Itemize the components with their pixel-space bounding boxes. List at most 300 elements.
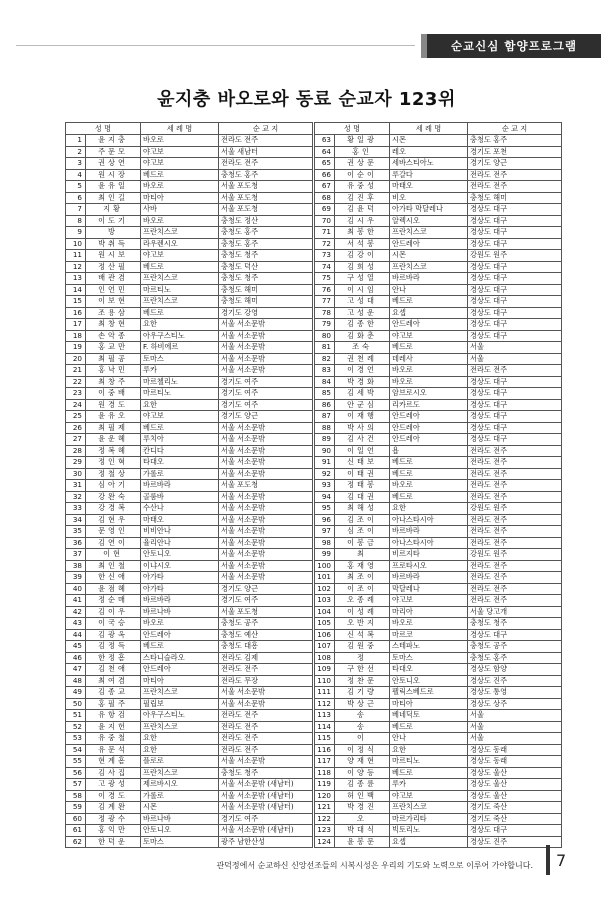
martyrdom-place: 서울 서소문밖 [219, 756, 313, 768]
row-number: 27 [66, 434, 86, 446]
martyrdom-place: 경상도 대구 [468, 376, 562, 388]
martyrdom-place: 전라도 전주 [468, 491, 562, 503]
table-row [66, 767, 313, 779]
martyrdom-place: 전라도 전주 [219, 158, 313, 170]
martyrdom-place: 서울 서소문밖 [219, 342, 313, 354]
martyr-name: 윤지헌 [86, 721, 141, 733]
table-row [66, 641, 313, 653]
row-number: 116 [315, 744, 335, 756]
table-row [315, 319, 562, 331]
row-number: 124 [315, 836, 335, 848]
martyr-name: 조용삼 [86, 307, 141, 319]
header-name: 성 명 [66, 123, 141, 135]
martyr-name: 김종륜 [335, 779, 390, 791]
martyrdom-place: 경상도 대구 [468, 284, 562, 296]
martyrdom-place: 경상도 함양 [468, 664, 562, 676]
martyrdom-place: 충청도 정산 [219, 215, 313, 227]
martyr-name: 고성대 [335, 296, 390, 308]
baptismal-name: 야고보 [141, 146, 219, 158]
row-number: 105 [315, 618, 335, 630]
baptismal-name: 베드로 [141, 422, 219, 434]
row-number: 96 [315, 514, 335, 526]
table-row [315, 744, 562, 756]
martyr-name: 황일광 [335, 135, 390, 147]
martyr-name: 이조이 [335, 583, 390, 595]
row-number: 100 [315, 560, 335, 572]
martyrdom-place: 전라도 전주 [468, 480, 562, 492]
baptismal-name: 베드로 [141, 169, 219, 181]
martyr-name: 김광옥 [86, 629, 141, 641]
table-row [315, 629, 562, 641]
row-number: 78 [315, 307, 335, 319]
martyr-name: 정찬문 [335, 675, 390, 687]
martyr-name: 정태봉 [335, 480, 390, 492]
row-number: 118 [315, 767, 335, 779]
martyrdom-place: 경기도 양근 [219, 411, 313, 423]
row-number: 22 [66, 376, 86, 388]
table-row [66, 330, 313, 342]
row-number: 98 [315, 537, 335, 549]
martyr-name: 안군심 [335, 399, 390, 411]
baptismal-name: 바르바라 [141, 480, 219, 492]
row-number: 88 [315, 422, 335, 434]
martyrdom-place: 경기도 양근 [219, 583, 313, 595]
martyrdom-place: 서울 서소문밖 [219, 365, 313, 377]
table-row [66, 445, 313, 457]
martyrdom-place: 서울 서소문밖 [219, 526, 313, 538]
martyrdom-place: 서울 새남터 [219, 146, 313, 158]
martyrdom-place: 경상도 대구 [468, 204, 562, 216]
table-row [315, 813, 562, 825]
martyrdom-place: 경기도 포천 [468, 146, 562, 158]
martyr-name: 권상연 [86, 158, 141, 170]
martyrdom-place: 충청도 해미 [219, 284, 313, 296]
martyr-name: 이시임 [335, 284, 390, 296]
table-row [66, 652, 313, 664]
baptismal-name: 마태오 [141, 514, 219, 526]
baptismal-name: 플로로 [141, 756, 219, 768]
baptismal-name: 아우구스티노 [141, 330, 219, 342]
martyr-name: 박경진 [335, 802, 390, 814]
table-row [315, 296, 562, 308]
row-number: 90 [315, 445, 335, 457]
baptismal-name: 요한 [390, 744, 468, 756]
row-number: 2 [66, 146, 86, 158]
baptismal-name: 마르티노 [390, 756, 468, 768]
martyrdom-place: 경기도 양근 [468, 158, 562, 170]
row-number: 60 [66, 813, 86, 825]
martyrdom-place: 경기도 여주 [219, 813, 313, 825]
martyr-name: 송 [335, 710, 390, 722]
martyr-name: 오종례 [335, 595, 390, 607]
martyrdom-place: 경기도 죽산 [468, 813, 562, 825]
row-number: 77 [315, 296, 335, 308]
table-row [66, 595, 313, 607]
baptismal-name: 아우구스티노 [141, 710, 219, 722]
row-number: 62 [66, 836, 86, 848]
baptismal-name: 루카 [390, 779, 468, 791]
martyrdom-place: 서울 서소문밖 [219, 330, 313, 342]
baptismal-name: 바르나바 [141, 813, 219, 825]
baptismal-name: 바오로 [390, 376, 468, 388]
table-row [315, 307, 562, 319]
martyrdom-place: 서울 서소문밖 (새남터) [219, 790, 313, 802]
martyr-name: 홍낙민 [86, 365, 141, 377]
row-number: 15 [66, 296, 86, 308]
table-row [315, 710, 562, 722]
table-header-row [66, 123, 313, 135]
table-row [66, 721, 313, 733]
table-row [66, 560, 313, 572]
baptismal-name: 요셉 [390, 307, 468, 319]
martyrdom-place: 경상도 대구 [468, 319, 562, 331]
table-row [315, 445, 562, 457]
martyr-name: 최봉한 [335, 227, 390, 239]
martyr-name: 강경복 [86, 503, 141, 515]
row-number: 72 [315, 238, 335, 250]
martyrdom-place: 충청도 홍주 [219, 169, 313, 181]
row-number: 40 [66, 583, 86, 595]
table-row [66, 296, 313, 308]
table-row [315, 641, 562, 653]
martyr-name: 이보현 [86, 296, 141, 308]
martyr-name: 이도기 [86, 215, 141, 227]
table-row [66, 744, 313, 756]
martyrdom-place: 서울 서소문밖 [219, 549, 313, 561]
table-row [315, 698, 562, 710]
martyrdom-place: 서울 포도청 [219, 192, 313, 204]
baptismal-name: 바르나바 [141, 606, 219, 618]
baptismal-name: 베드로 [390, 342, 468, 354]
martyrdom-place: 전라도 전주 [219, 135, 313, 147]
martyrdom-place: 경기도 여주 [219, 388, 313, 400]
row-number: 75 [315, 273, 335, 285]
martyr-name: 홍재영 [335, 560, 390, 572]
table-row [66, 284, 313, 296]
martyr-name: 김이우 [86, 606, 141, 618]
table-row [66, 733, 313, 745]
row-number: 16 [66, 307, 86, 319]
martyrdom-place: 광주 남한산성 [219, 836, 313, 848]
baptismal-name: 아나스타시아 [390, 537, 468, 549]
baptismal-name: 야고보 [390, 595, 468, 607]
baptismal-name: 마르가리타 [390, 813, 468, 825]
martyrdom-place: 서울 서소문밖 [219, 468, 313, 480]
martyr-name: 한정흠 [86, 652, 141, 664]
martyrdom-place: 충청도 공주 [219, 618, 313, 630]
table-row [315, 526, 562, 538]
row-number: 71 [315, 227, 335, 239]
martyrdom-place: 서울 서소문밖 [219, 434, 313, 446]
table-row [66, 802, 313, 814]
row-number: 58 [66, 790, 86, 802]
row-number: 111 [315, 687, 335, 699]
martyrdom-place: 충청도 홍주 [468, 135, 562, 147]
table-row [66, 158, 313, 170]
row-number: 21 [66, 365, 86, 377]
baptismal-name: 바오로 [390, 480, 468, 492]
table-row [315, 756, 562, 768]
table-row [315, 733, 562, 745]
martyr-name: 박대식 [335, 825, 390, 837]
baptismal-name: 라우렌시오 [141, 238, 219, 250]
row-number: 37 [66, 549, 86, 561]
martyr-name: 정철상 [86, 468, 141, 480]
baptismal-name: 안토니오 [141, 825, 219, 837]
martyr-name: 원시장 [86, 169, 141, 181]
baptismal-name: 막달레나 [390, 583, 468, 595]
table-row [315, 342, 562, 354]
table-row [66, 813, 313, 825]
martyr-name: 현계흠 [86, 756, 141, 768]
martyr-name: 김세박 [335, 388, 390, 400]
martyr-name: 김시우 [335, 215, 390, 227]
row-number: 30 [66, 468, 86, 480]
martyr-name: 오 [335, 813, 390, 825]
martyrdom-place: 전라도 전주 [468, 560, 562, 572]
row-number: 20 [66, 353, 86, 365]
table-row [315, 353, 562, 365]
baptismal-name: 안드레아 [141, 629, 219, 641]
header-martyrdom-place: 순 교 지 [468, 123, 562, 135]
martyrdom-place: 전라도 전주 [219, 733, 313, 745]
table-row [66, 342, 313, 354]
baptismal-name: 바오로 [141, 181, 219, 193]
row-number: 66 [315, 169, 335, 181]
martyrdom-place: 경상도 울산 [468, 767, 562, 779]
martyr-name: 권상문 [335, 158, 390, 170]
row-number: 67 [315, 181, 335, 193]
martyr-name: 김윤덕 [335, 204, 390, 216]
table-row [315, 687, 562, 699]
table-row [315, 652, 562, 664]
baptismal-name: 바오로 [141, 618, 219, 630]
baptismal-name: 사바 [141, 204, 219, 216]
row-number: 94 [315, 491, 335, 503]
baptismal-name: 욥 [390, 445, 468, 457]
table-row [66, 491, 313, 503]
baptismal-name: 칸디다 [141, 445, 219, 457]
table-row [66, 353, 313, 365]
row-number: 123 [315, 825, 335, 837]
row-number: 46 [66, 652, 86, 664]
martyr-table-right [314, 122, 561, 848]
table-row [315, 250, 562, 262]
row-number: 26 [66, 422, 86, 434]
martyr-name: 김종교 [86, 687, 141, 699]
table-row [66, 388, 313, 400]
row-number: 28 [66, 445, 86, 457]
martyrdom-place: 충청도 해미 [219, 296, 313, 308]
table-row [66, 549, 313, 561]
baptismal-name: 루치아 [141, 434, 219, 446]
martyr-name: 이중배 [86, 388, 141, 400]
baptismal-name: F. 하비에르 [141, 342, 219, 354]
martyrdom-place: 경상도 동래 [468, 744, 562, 756]
martyr-name: 원시보 [86, 250, 141, 262]
table-row [315, 135, 562, 147]
table-row [315, 273, 562, 285]
row-number: 23 [66, 388, 86, 400]
martyrdom-place: 서울 서소문밖 (새남터) [219, 802, 313, 814]
baptismal-name: 안드레아 [390, 422, 468, 434]
martyr-name: 이성례 [335, 606, 390, 618]
table-row [66, 606, 313, 618]
baptismal-name: 토마스 [141, 353, 219, 365]
row-number: 19 [66, 342, 86, 354]
martyrdom-place: 충청도 청주 [219, 767, 313, 779]
martyr-name: 이재행 [335, 411, 390, 423]
table-row [66, 480, 313, 492]
martyr-name: 김희성 [335, 261, 390, 273]
row-number: 99 [315, 549, 335, 561]
martyrdom-place: 강원도 원주 [468, 250, 562, 262]
table-row [315, 537, 562, 549]
baptismal-name: 제르바시오 [141, 779, 219, 791]
table-row [315, 261, 562, 273]
footer-divider [546, 845, 550, 875]
martyrdom-place: 경상도 대구 [468, 307, 562, 319]
row-number: 42 [66, 606, 86, 618]
martyr-name: 심아기 [86, 480, 141, 492]
table-row [315, 434, 562, 446]
table-row [66, 698, 313, 710]
martyrdom-place: 전라도 전주 [219, 744, 313, 756]
martyr-name: 구성열 [335, 273, 390, 285]
baptismal-name: 프란치스코 [141, 227, 219, 239]
baptismal-name: 마태오 [390, 181, 468, 193]
martyrdom-place: 경상도 대구 [468, 273, 562, 285]
martyrdom-place: 전라도 무장 [219, 675, 313, 687]
martyrdom-place: 충청도 홍주 [219, 227, 313, 239]
martyr-name: 주문모 [86, 146, 141, 158]
table-row [66, 468, 313, 480]
row-number: 3 [66, 158, 86, 170]
baptismal-name: 바르바라 [390, 526, 468, 538]
baptismal-name: 암브로시오 [390, 388, 468, 400]
martyr-name: 배관겸 [86, 273, 141, 285]
table-row [315, 169, 562, 181]
martyr-name: 신태보 [335, 457, 390, 469]
baptismal-name: 안드레아 [390, 319, 468, 331]
baptismal-name: 필립보 [141, 698, 219, 710]
row-number: 91 [315, 457, 335, 469]
baptismal-name: 아가타 막달레나 [390, 204, 468, 216]
table-row [66, 227, 313, 239]
martyr-name: 박경화 [335, 376, 390, 388]
martyrdom-place: 서울 서소문밖 [219, 514, 313, 526]
martyr-name: 김강이 [335, 250, 390, 262]
row-number: 115 [315, 733, 335, 745]
table-row [66, 365, 313, 377]
martyr-name: 최필제 [86, 422, 141, 434]
baptismal-name: 프란치스코 [141, 296, 219, 308]
table-header-row [315, 123, 562, 135]
row-number: 110 [315, 675, 335, 687]
table-row [66, 215, 313, 227]
header-martyrdom-place: 순 교 지 [219, 123, 313, 135]
table-row [66, 135, 313, 147]
martyr-name: 조숙 [335, 342, 390, 354]
martyr-name: 김원중 [335, 641, 390, 653]
row-number: 93 [315, 480, 335, 492]
baptismal-name: 마티아 [141, 675, 219, 687]
row-number: 39 [66, 572, 86, 584]
table-row [66, 618, 313, 630]
martyrdom-place: 전라도 전주 [468, 537, 562, 549]
table-row [315, 238, 562, 250]
martyr-name: 유중성 [335, 181, 390, 193]
table-row [315, 514, 562, 526]
martyr-name: 이봉금 [335, 537, 390, 549]
row-number: 50 [66, 698, 86, 710]
baptismal-name: 아가타 [141, 583, 219, 595]
baptismal-name: 바오로 [141, 135, 219, 147]
baptismal-name: 알렉시오 [390, 215, 468, 227]
baptismal-name: 안나 [390, 284, 468, 296]
row-number: 107 [315, 641, 335, 653]
row-number: 43 [66, 618, 86, 630]
martyrdom-place: 충청도 해미 [468, 192, 562, 204]
row-number: 108 [315, 652, 335, 664]
baptismal-name: 프란치스코 [141, 273, 219, 285]
table-row [315, 181, 562, 193]
martyrdom-place: 서울 서소문밖 [219, 457, 313, 469]
table-row [315, 388, 562, 400]
baptismal-name: 바오로 [390, 365, 468, 377]
martyr-name: 권천례 [335, 353, 390, 365]
table-row [66, 319, 313, 331]
martyrdom-place: 서울 서소문밖 (새남터) [219, 825, 313, 837]
baptismal-name: 요셉 [390, 836, 468, 848]
row-number: 13 [66, 273, 86, 285]
martyr-name: 박취득 [86, 238, 141, 250]
baptismal-name: 안드레아 [390, 411, 468, 423]
martyr-name: 한덕운 [86, 836, 141, 848]
row-number: 87 [315, 411, 335, 423]
martyr-name: 이경도 [86, 790, 141, 802]
martyr-name: 정인혁 [86, 457, 141, 469]
table-row [66, 664, 313, 676]
baptismal-name: 펠릭스베드로 [390, 687, 468, 699]
baptismal-name: 베드로 [390, 468, 468, 480]
martyr-name: 김사집 [86, 767, 141, 779]
table-row [315, 560, 562, 572]
table-row [66, 411, 313, 423]
baptismal-name: 데레사 [390, 353, 468, 365]
martyr-name: 고성운 [335, 307, 390, 319]
baptismal-name: 베드로 [390, 767, 468, 779]
row-number: 120 [315, 790, 335, 802]
baptismal-name: 안드레아 [390, 434, 468, 446]
martyrdom-place: 서울 서소문밖 [219, 503, 313, 515]
row-number: 32 [66, 491, 86, 503]
row-number: 52 [66, 721, 86, 733]
martyr-name: 홍익만 [86, 825, 141, 837]
martyr-name: 심조이 [335, 526, 390, 538]
row-number: 92 [315, 468, 335, 480]
martyr-name: 최 [335, 549, 390, 561]
baptismal-name: 안토니오 [390, 675, 468, 687]
martyrdom-place: 경상도 진주 [468, 836, 562, 848]
table-row [315, 583, 562, 595]
martyrdom-place: 전라도 전주 [468, 583, 562, 595]
martyr-name: 김사건 [335, 434, 390, 446]
table-row [66, 526, 313, 538]
baptismal-name: 바르바라 [390, 572, 468, 584]
page-number: 7 [556, 851, 567, 870]
table-row [315, 468, 562, 480]
